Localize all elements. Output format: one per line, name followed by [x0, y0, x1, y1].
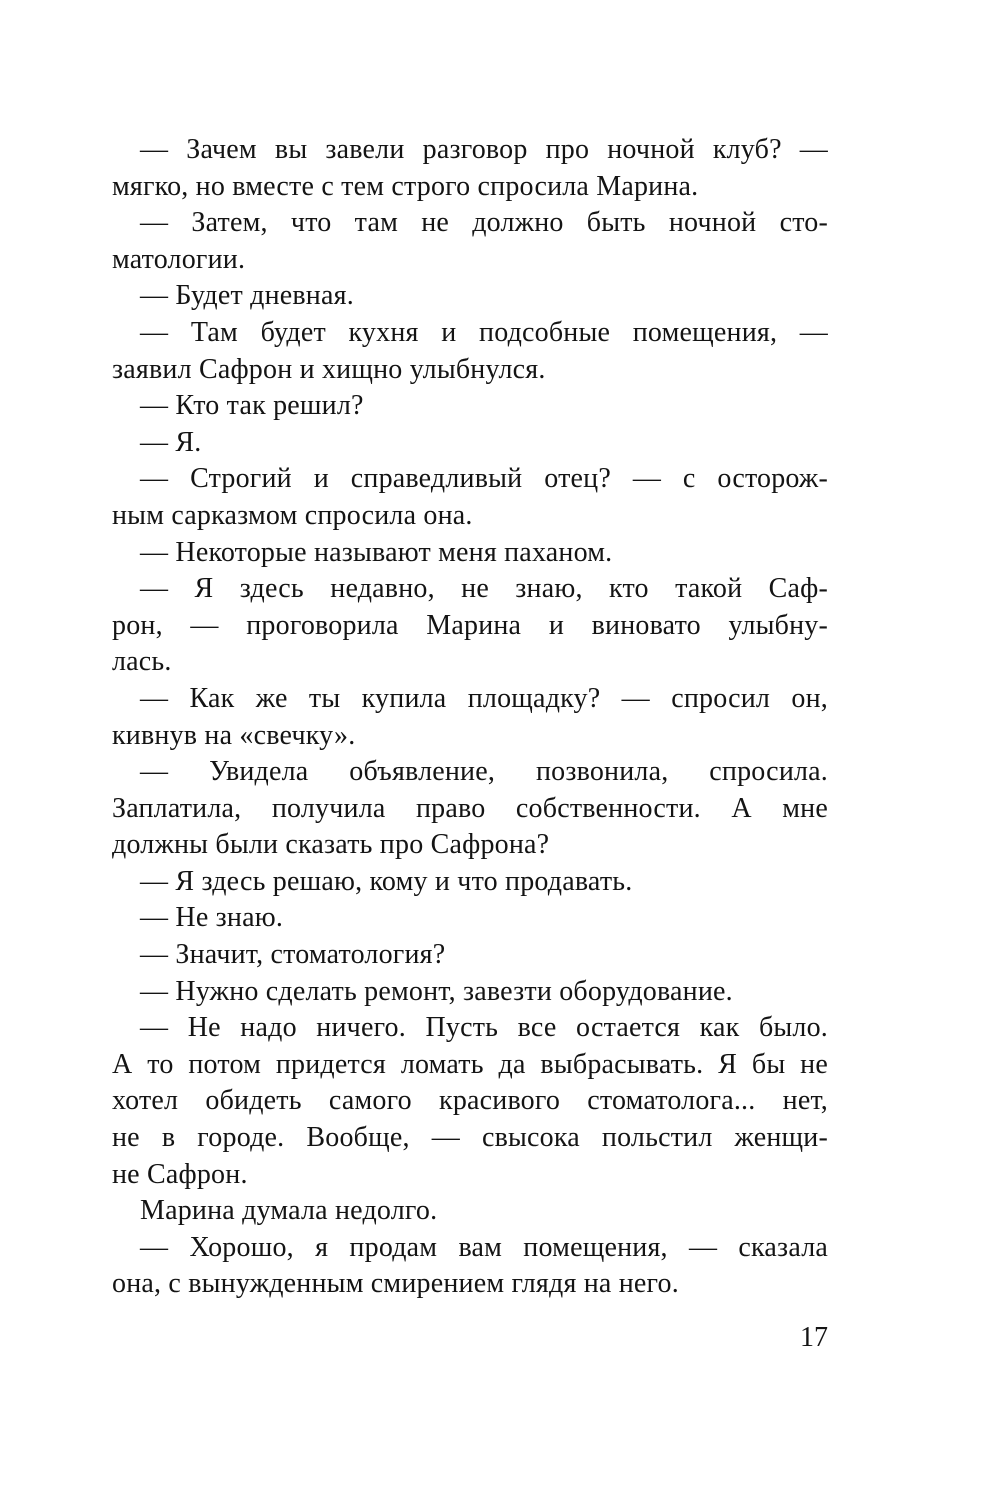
text-line: — Я. — [140, 426, 202, 458]
paragraph — [112, 315, 828, 388]
text-line: ным сарказмом спросила она. — [112, 499, 473, 531]
text-line: — Затем, что там не должно быть ночной сто- — [140, 207, 828, 239]
text-line: А то потом придется ломать да выбрасывать. Я бы не — [112, 1048, 828, 1080]
text-line: — Как же ты купила площадку? — спросил он, — [140, 682, 828, 714]
text-line: — Я здесь недавно, не знаю, кто такой Саф- — [140, 573, 828, 605]
text-line: заявил Сафрон и хищно улыбнулся. — [112, 353, 546, 385]
text-line: — Увидела объявление, позвонила, спросила. — [140, 756, 828, 788]
paragraph — [112, 278, 828, 315]
text-line: — Зачем вы завели разговор про ночной клуб? — — [140, 134, 828, 165]
paragraph — [112, 1193, 828, 1230]
paragraph — [112, 571, 828, 681]
text-line: — Строгий и справедливый отец? — с осторож- — [140, 463, 828, 495]
paragraph — [112, 1230, 828, 1303]
text-line: — Некоторые называют меня паханом. — [140, 536, 613, 568]
text-line: рон, — проговорила Марина и виновато улыбну- — [112, 609, 828, 641]
paragraph — [112, 461, 828, 534]
paragraph — [112, 681, 828, 754]
text-line: лась. — [112, 646, 172, 678]
text-line: она, с вынужденным смирением глядя на него. — [112, 1268, 679, 1300]
paragraph — [112, 1010, 828, 1193]
paragraph — [112, 937, 828, 974]
page-number: 17 — [800, 1322, 828, 1353]
text-line: Марина думала недолго. — [140, 1195, 438, 1227]
paragraph — [112, 132, 828, 205]
text-line: — Не знаю. — [140, 902, 284, 934]
text-line: не Сафрон. — [112, 1158, 248, 1190]
paragraph — [112, 864, 828, 901]
text-line: мягко, но вместе с тем строго спросила Марина. — [112, 170, 699, 202]
text-line: — Будет дневная. — [140, 280, 354, 312]
text-line: — Значит, стоматология? — [140, 939, 446, 971]
text-line: не в городе. Вообще, — свысока польстил женщи- — [112, 1122, 828, 1154]
text-line: — Нужно сделать ремонт, завезти оборудование. — [140, 975, 733, 1007]
paragraph — [112, 388, 828, 425]
paragraph — [112, 754, 828, 864]
page-text-block — [112, 132, 828, 1303]
text-line: Заплатила, получила право собственности. А мне — [112, 792, 828, 824]
text-line: — Там будет кухня и подсобные помещения, — — [140, 316, 828, 348]
paragraph — [112, 535, 828, 572]
text-line: — Я здесь решаю, кому и что продавать. — [140, 865, 633, 897]
text-line: кивнув на «свечку». — [112, 719, 356, 751]
paragraph — [112, 205, 828, 278]
paragraph — [112, 425, 828, 462]
text-line: хотел обидеть самого красивого стоматолога... нет, — [112, 1085, 828, 1117]
text-line: должны были сказать про Сафрона? — [112, 829, 550, 861]
paragraph — [112, 900, 828, 937]
paragraph — [112, 974, 828, 1011]
text-line: — Хорошо, я продам вам помещения, — сказала — [140, 1231, 828, 1263]
text-line: матологии. — [112, 243, 246, 275]
text-line: — Кто так решил? — [140, 390, 364, 422]
text-line: — Не надо ничего. Пусть все остается как было. — [140, 1012, 828, 1044]
